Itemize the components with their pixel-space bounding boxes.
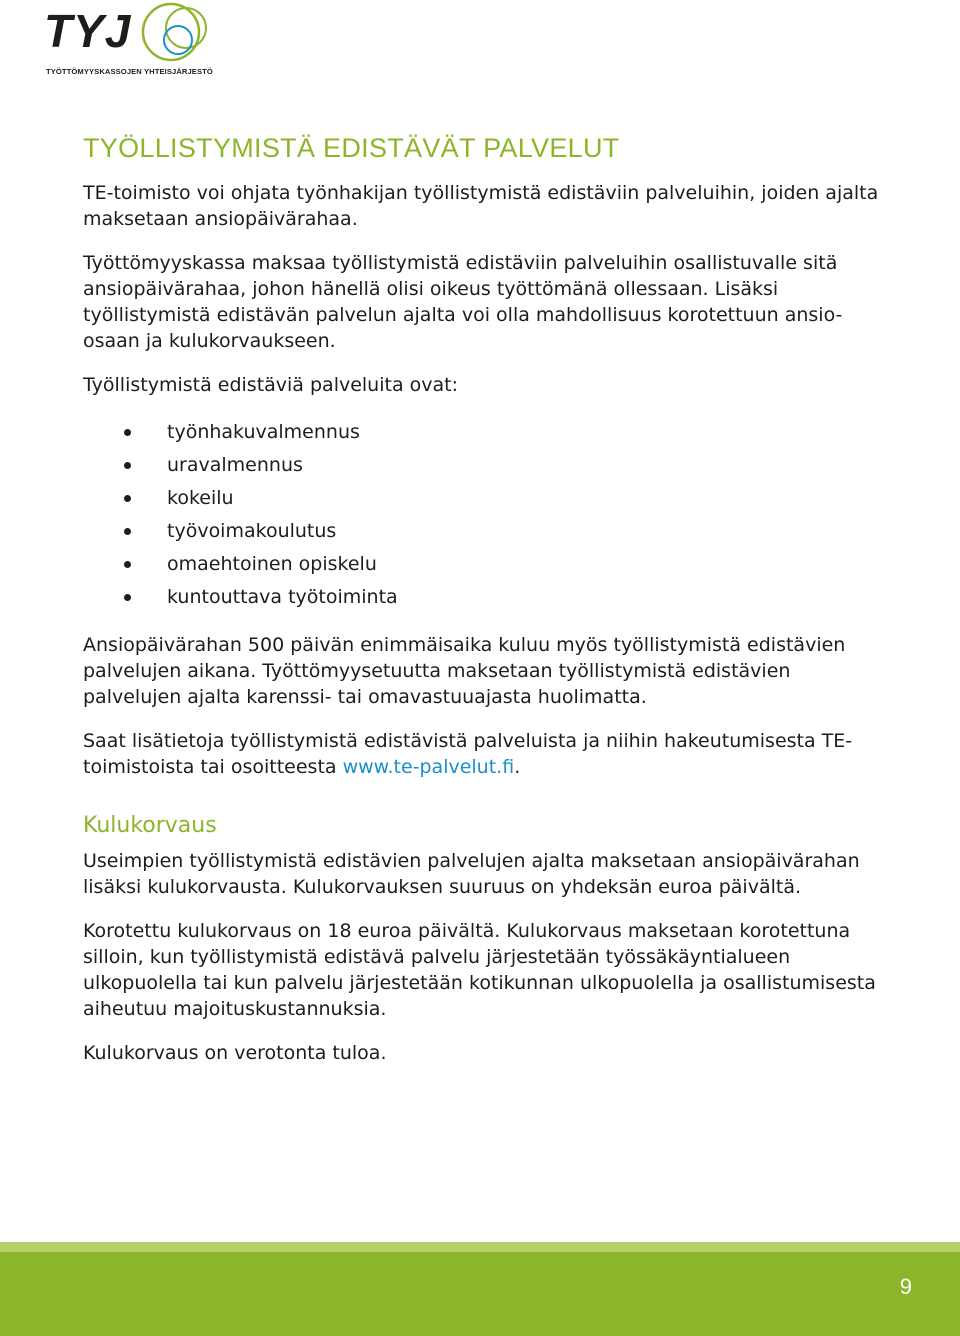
more-info-end: . bbox=[514, 756, 521, 778]
max-period-paragraph: Ansiopäivärahan 500 päivän enimmäisaika kuluu myös työllistymistä edistävien palvelujen aikana. Työttömyysetuutta maksetaan työllistymistä edistävien palvelujen ajalta karenssi- tai omavastuuajasta huolimatta. bbox=[83, 634, 846, 708]
more-info-paragraph bbox=[83, 728, 883, 780]
page-number: 9 bbox=[899, 1274, 912, 1299]
list-item bbox=[83, 515, 883, 548]
list-item bbox=[83, 581, 883, 614]
bullet-icon bbox=[124, 495, 131, 502]
bullet-icon bbox=[124, 561, 131, 568]
bullet-icon bbox=[124, 462, 131, 469]
page-content bbox=[83, 130, 883, 1084]
tax-free-paragraph: Kulukorvaus on verotonta tuloa. bbox=[83, 1042, 387, 1064]
services-list-intro: Työllistymistä edistäviä palveluita ovat: bbox=[83, 374, 458, 396]
list-item-label: omaehtoinen opiskelu bbox=[167, 553, 377, 575]
list-item bbox=[83, 416, 883, 449]
more-info-text: Saat lisätietoja työllistymistä edistävistä palveluista ja niihin hakeutumisesta TE-toimistoista tai osoitteesta bbox=[83, 730, 853, 778]
footer-band-top bbox=[0, 1242, 960, 1252]
list-item-label: uravalmennus bbox=[167, 454, 303, 476]
services-list bbox=[83, 416, 883, 614]
intro-paragraph: TE-toimisto voi ohjata työnhakijan työllistymistä edistäviin palveluihin, joiden ajalta maksetaan ansiopäivärahaa. bbox=[83, 182, 879, 230]
page-title: TYÖLLISTYMISTÄ EDISTÄVÄT PALVELUT bbox=[83, 133, 620, 163]
list-item-label: työnhakuvalmennus bbox=[167, 421, 360, 443]
list-item bbox=[83, 548, 883, 581]
payment-paragraph: Työttömyyskassa maksaa työllistymistä edistäviin palveluihin osallistuvalle sitä ansiopäivärahaa, johon hänellä olisi oikeus työttömänä ollessaan. Lisäksi työllistymistä edistävän palvelun ajalta voi olla mahdollisuus korotettuun ansio-osaan ja kulukorvaukseen. bbox=[83, 252, 843, 352]
bullet-icon bbox=[124, 528, 131, 535]
list-item bbox=[83, 449, 883, 482]
list-item-label: työvoimakoulutus bbox=[167, 520, 337, 542]
raised-expense-paragraph: Korotettu kulukorvaus on 18 euroa päivältä. Kulukorvaus maksetaan korotettuna silloin, kun työllistymistä edistävä palvelu järjestetään työssäkäyntialueen ulkopuolella tai kun palvelu järjestetään kotikunnan ulkopuolella ja osallistumisesta aiheutuu majoituskustannuksia. bbox=[83, 920, 876, 1020]
te-palvelut-link[interactable]: www.te-palvelut.fi bbox=[342, 756, 515, 778]
logo-wordmark: TYJ bbox=[44, 5, 132, 57]
footer-band bbox=[0, 1242, 960, 1336]
tyj-logo bbox=[44, 0, 224, 82]
bullet-icon bbox=[124, 594, 131, 601]
section-heading-kulukorvaus: Kulukorvaus bbox=[83, 813, 217, 838]
logo-subtitle: TYÖTTÖMYYSKASSOJEN YHTEISJÄRJESTÖ bbox=[46, 67, 213, 76]
list-item-label: kuntouttava työtoiminta bbox=[167, 586, 398, 608]
bullet-icon bbox=[124, 429, 131, 436]
list-item bbox=[83, 482, 883, 515]
expense-paragraph: Useimpien työllistymistä edistävien palvelujen ajalta maksetaan ansiopäivärahan lisäksi kulukorvausta. Kulukorvauksen suuruus on yhdeksän euroa päivältä. bbox=[83, 850, 860, 898]
list-item-label: kokeilu bbox=[167, 487, 234, 509]
